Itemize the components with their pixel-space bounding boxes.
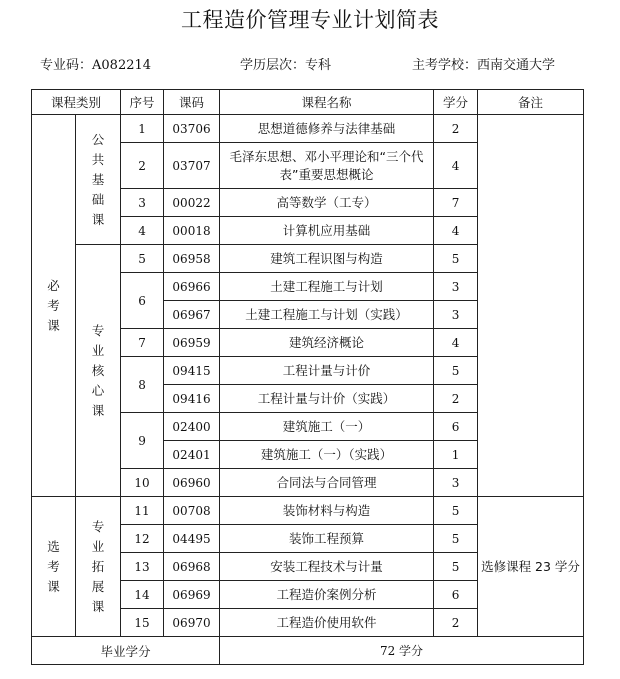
course-name: 工程造价使用软件 (220, 609, 434, 637)
course-seq: 9 (121, 413, 164, 469)
education-level (240, 57, 331, 75)
header-seq: 序号 (121, 90, 164, 115)
course-seq: 12 (121, 525, 164, 553)
group-elective: 选考课 (32, 497, 76, 637)
major-code-label: 专业码： (40, 58, 93, 73)
course-code: 03707 (164, 143, 220, 189)
course-name: 建筑施工（一）（实践） (220, 441, 434, 469)
education-level-value: 专科 (305, 58, 332, 73)
course-name: 建筑工程识图与构造 (220, 245, 434, 273)
host-school (412, 57, 555, 75)
course-code: 09415 (164, 357, 220, 385)
course-seq: 11 (121, 497, 164, 525)
header-name: 课程名称 (220, 90, 434, 115)
course-seq: 8 (121, 357, 164, 413)
course-name: 装饰材料与构造 (220, 497, 434, 525)
course-name: 土建工程施工与计划 (220, 273, 434, 301)
group-public-basic: 公共基础课 (76, 115, 121, 245)
course-credit: 1 (434, 441, 478, 469)
course-code: 00018 (164, 217, 220, 245)
course-seq: 13 (121, 553, 164, 581)
course-credit: 5 (434, 245, 478, 273)
course-code: 06967 (164, 301, 220, 329)
course-name: 建筑经济概论 (220, 329, 434, 357)
header-code: 课码 (164, 90, 220, 115)
course-code: 06969 (164, 581, 220, 609)
course-credit: 2 (434, 385, 478, 413)
page-title: 工程造价管理专业计划简表 (181, 8, 439, 32)
course-code: 09416 (164, 385, 220, 413)
course-code: 00022 (164, 189, 220, 217)
course-seq: 1 (121, 115, 164, 143)
host-school-label: 主考学校： (412, 58, 478, 73)
course-name: 思想道德修养与法律基础 (220, 115, 434, 143)
group-extension: 专业拓展课 (76, 497, 121, 637)
host-school-value: 西南交通大学 (477, 58, 556, 73)
course-credit: 6 (434, 413, 478, 441)
header-credit: 学分 (434, 90, 478, 115)
course-credit: 2 (434, 115, 478, 143)
course-name: 工程造价案例分析 (220, 581, 434, 609)
course-credit: 6 (434, 581, 478, 609)
course-credit: 3 (434, 273, 478, 301)
course-code: 06968 (164, 553, 220, 581)
course-seq: 7 (121, 329, 164, 357)
group-core: 专业核心课 (76, 245, 121, 497)
course-name: 建筑施工（一） (220, 413, 434, 441)
course-seq: 3 (121, 189, 164, 217)
course-name: 合同法与合同管理 (220, 469, 434, 497)
course-credit: 2 (434, 609, 478, 637)
footer-row (32, 637, 584, 665)
course-credit: 5 (434, 357, 478, 385)
education-level-label: 学历层次： (240, 58, 306, 73)
course-name: 毛泽东思想、邓小平理论和“三个代表”重要思想概论 (220, 143, 434, 189)
course-code: 00708 (164, 497, 220, 525)
course-code: 03706 (164, 115, 220, 143)
course-seq: 5 (121, 245, 164, 273)
course-seq: 15 (121, 609, 164, 637)
course-code: 02401 (164, 441, 220, 469)
course-code: 06966 (164, 273, 220, 301)
course-name: 安装工程技术与计量 (220, 553, 434, 581)
course-credit: 4 (434, 329, 478, 357)
course-code: 04495 (164, 525, 220, 553)
course-name: 高等数学（工专） (220, 189, 434, 217)
course-credit: 7 (434, 189, 478, 217)
course-seq: 2 (121, 143, 164, 189)
group-required: 必考课 (32, 115, 76, 497)
course-seq: 10 (121, 469, 164, 497)
course-name: 土建工程施工与计划（实践） (220, 301, 434, 329)
table-row (32, 497, 584, 525)
course-credit: 3 (434, 469, 478, 497)
course-credit: 3 (434, 301, 478, 329)
course-code: 06970 (164, 609, 220, 637)
course-credit: 5 (434, 497, 478, 525)
course-name: 工程计量与计价 (220, 357, 434, 385)
header-category: 课程类别 (32, 90, 121, 115)
course-seq: 6 (121, 273, 164, 329)
graduation-credit-value: 72 学分 (220, 637, 584, 665)
course-credit: 4 (434, 217, 478, 245)
header-notes: 备注 (478, 90, 584, 115)
course-code: 02400 (164, 413, 220, 441)
major-code (40, 57, 151, 75)
course-credit: 4 (434, 143, 478, 189)
course-plan-table (31, 89, 584, 665)
major-code-value: A082214 (92, 58, 152, 73)
course-seq: 14 (121, 581, 164, 609)
elective-note: 选修课程 23 学分 (478, 497, 584, 637)
course-code: 06959 (164, 329, 220, 357)
notes-cell-required (478, 115, 584, 497)
course-code: 06960 (164, 469, 220, 497)
course-name: 装饰工程预算 (220, 525, 434, 553)
table-row (32, 115, 584, 143)
course-name: 工程计量与计价（实践） (220, 385, 434, 413)
course-name: 计算机应用基础 (220, 217, 434, 245)
graduation-credit-label: 毕业学分 (32, 637, 220, 665)
table-header-row (32, 90, 584, 115)
course-credit: 5 (434, 525, 478, 553)
course-seq: 4 (121, 217, 164, 245)
course-code: 06958 (164, 245, 220, 273)
course-credit: 5 (434, 553, 478, 581)
